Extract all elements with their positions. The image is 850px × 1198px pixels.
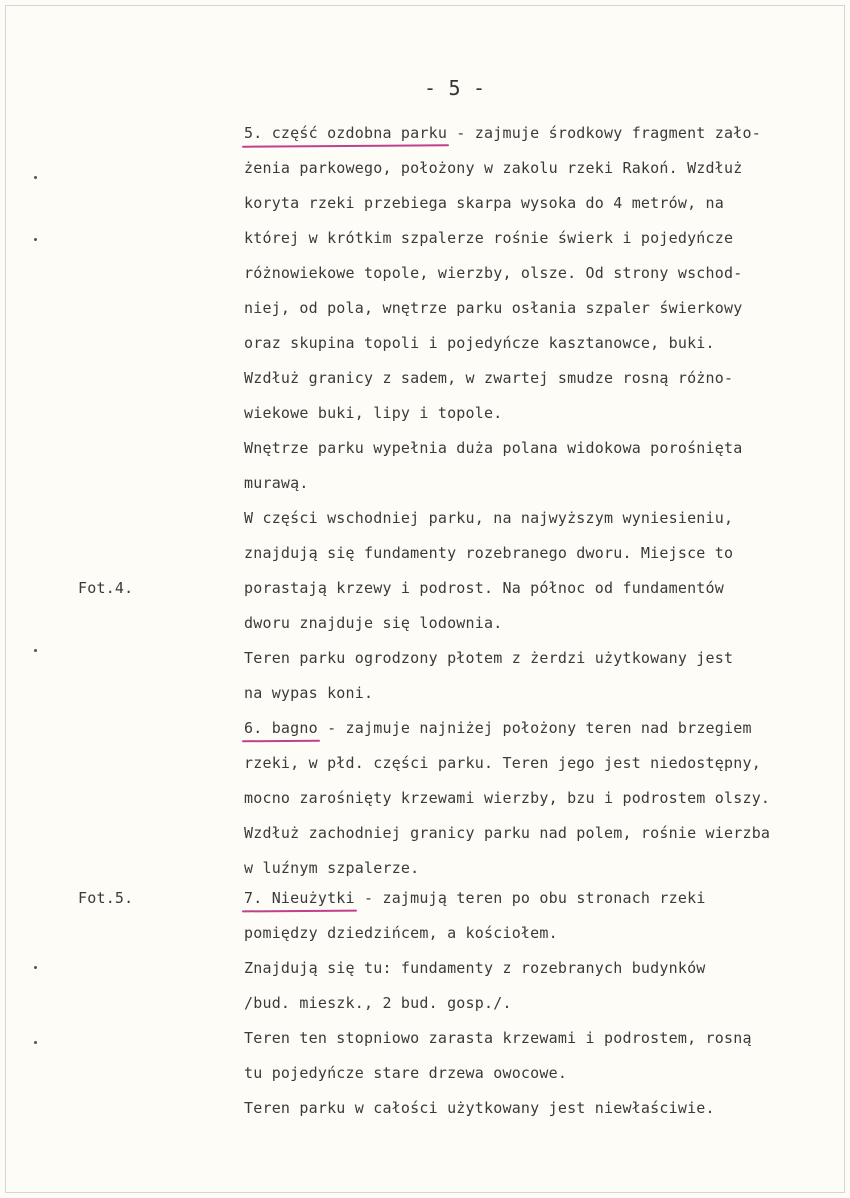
text-line: porastają krzewy i podrost. Na północ od fundamentów [244, 579, 724, 597]
section-5-text: - zajmuje środkowy fragment zało- [447, 124, 761, 142]
paper-speck [34, 966, 37, 969]
margin-note-fot4: Fot.4. [78, 579, 134, 597]
section-6-title: 6. bagno [244, 719, 318, 737]
text-line: Wnętrze parku wypełnia duża polana widokowa porośnięta [244, 439, 743, 457]
text-line: Znajdują się tu: fundamenty z rozebranych budynków [244, 959, 706, 977]
text-line: W części wschodniej parku, na najwyższym wyniesieniu, [244, 509, 734, 527]
section-5-title: 5. część ozdobna parku [244, 124, 448, 142]
margin-note-fot5: Fot.5. [78, 889, 134, 907]
text-line: której w krótkim szpalerze rośnie świerk i pojedyńcze [244, 229, 734, 247]
section-7-text: - zajmują teren po obu stronach rzeki [354, 889, 706, 907]
document-page [5, 5, 845, 1193]
text-line: dworu znajduje się lodownia. [244, 614, 503, 632]
section-7-heading-line [244, 889, 706, 907]
text-line: niej, od pola, wnętrze parku osłania szpaler świerkowy [244, 299, 743, 317]
text-line: Wzdłuż zachodniej granicy parku nad polem, rośnie wierzba [244, 824, 771, 842]
text-line: różnowiekowe topole, wierzby, olsze. Od strony wschod- [244, 264, 743, 282]
section-7-title: 7. Nieużytki [244, 889, 355, 907]
text-line: wiekowe buki, lipy i topole. [244, 404, 503, 422]
text-line: żenia parkowego, położony w zakolu rzeki Rakoń. Wzdłuż [244, 159, 743, 177]
text-line: znajdują się fundamenty rozebranego dworu. Miejsce to [244, 544, 734, 562]
text-line: w luźnym szpalerze. [244, 859, 420, 877]
text-line: mocno zarośnięty krzewami wierzby, bzu i podrostem olszy. [244, 789, 771, 807]
text-line: pomiędzy dziedzińcem, a kościołem. [244, 924, 558, 942]
section-6-text: - zajmuje najniżej położony teren nad brzegiem [317, 719, 752, 737]
text-line: /bud. mieszk., 2 bud. gosp./. [244, 994, 512, 1012]
text-line: rzeki, w płd. części parku. Teren jego jest niedostępny, [244, 754, 761, 772]
text-line: Wzdłuż granicy z sadem, w zwartej smudze rosną różno- [244, 369, 734, 387]
paper-speck [34, 649, 37, 652]
section-5-heading-line [244, 124, 761, 142]
text-line: koryta rzeki przebiega skarpa wysoka do 4 metrów, na [244, 194, 724, 212]
text-line: Teren parku ogrodzony płotem z żerdzi użytkowany jest [244, 649, 734, 667]
text-line: Teren ten stopniowo zarasta krzewami i podrostem, rosną [244, 1029, 752, 1047]
paper-speck [34, 176, 37, 179]
section-6-heading-line [244, 719, 752, 737]
text-line: tu pojedyńcze stare drzewa owocowe. [244, 1064, 568, 1082]
page-number: - 5 - [424, 76, 486, 100]
text-line: Teren parku w całości użytkowany jest niewłaściwie. [244, 1099, 715, 1117]
text-line: murawą. [244, 474, 309, 492]
text-line: oraz skupina topoli i pojedyńcze kasztanowce, buki. [244, 334, 715, 352]
paper-speck [34, 1041, 37, 1044]
paper-speck [34, 238, 37, 241]
text-line: na wypas koni. [244, 684, 374, 702]
